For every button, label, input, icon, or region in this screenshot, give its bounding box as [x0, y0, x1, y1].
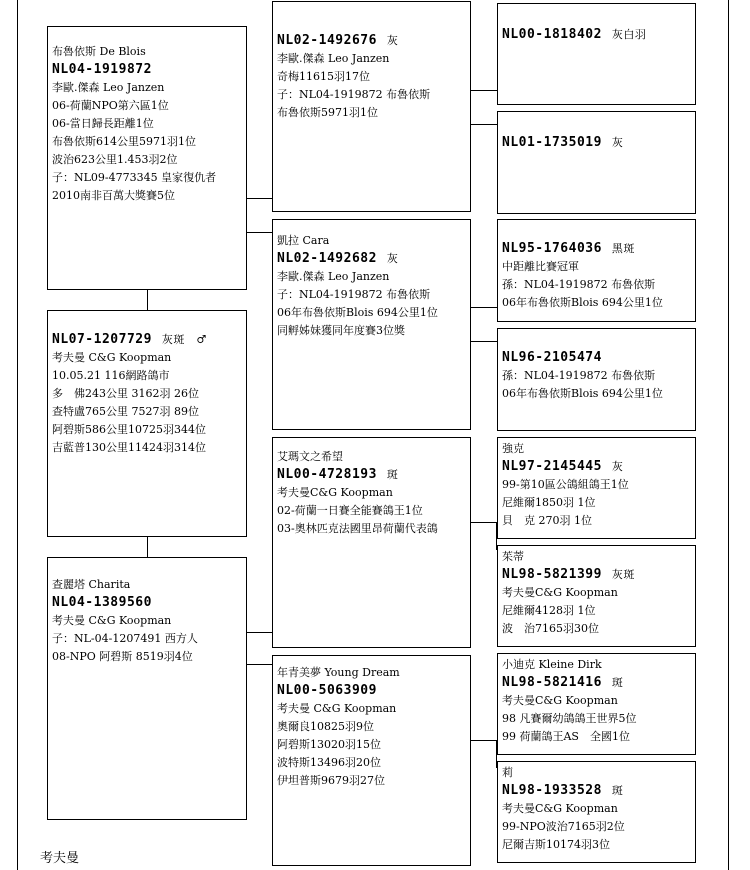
connector: [147, 289, 148, 310]
detail-line: 中距離比賽冠軍: [502, 260, 579, 273]
ring-number: NL98-1933528 斑: [502, 783, 624, 798]
pedigree-box-gg-2: [497, 111, 696, 214]
detail-line: 布魯依斯5971羽1位: [277, 106, 378, 119]
detail-line: 波 治7165羽30位: [502, 622, 599, 635]
ring-number: NL00-1818402 灰白羽: [502, 27, 647, 42]
detail-line: 奇梅11615羽17位: [277, 70, 370, 83]
color-label: 灰白羽: [611, 28, 647, 41]
detail-line: 阿碧斯586公里10725羽344位: [52, 423, 206, 436]
breeder-footer: 考夫曼: [40, 851, 80, 866]
detail-line: 孫：NL04-1919872 布魯依斯: [502, 369, 656, 382]
connector: [246, 632, 272, 633]
detail-line: 李歐.傑森 Leo Janzen: [52, 81, 165, 94]
bird-name: 莉: [502, 766, 513, 779]
detail-line: 李歐.傑森 Leo Janzen: [277, 52, 390, 65]
connector: [470, 522, 497, 523]
ring-number: NL02-1492682 灰: [277, 251, 399, 266]
color-label: 灰: [611, 460, 624, 473]
connector: [470, 90, 497, 91]
bird-name: 凱拉 Cara: [277, 234, 330, 247]
pedigree-box-sire: [47, 26, 247, 290]
ring-number: NL04-1389560: [52, 595, 152, 610]
detail-line: 同孵姊妹獲同年度賽3位獎: [277, 324, 405, 337]
detail-line: 奧爾良10825羽9位: [277, 720, 374, 733]
detail-line: 子：NL04-1919872 布魯依斯: [277, 288, 431, 301]
pedigree-box-gg-4: [497, 328, 696, 431]
ring-number: NL00-5063909: [277, 683, 377, 698]
detail-line: 02-荷蘭一日賽全能賽鴿王1位: [277, 504, 423, 517]
ring-number: NL02-1492676 灰: [277, 33, 399, 48]
pedigree-box-granddam-1: [272, 219, 471, 430]
color-label: 黑斑: [611, 242, 635, 255]
ring-number: NL04-1919872: [52, 62, 152, 77]
bird-name: 布魯依斯 De Blois: [52, 45, 146, 58]
detail-line: 08-NPO 阿碧斯 8519羽4位: [52, 650, 193, 663]
detail-line: 06-當日歸長距離1位: [52, 117, 154, 130]
ring-number: NL96-2105474: [502, 350, 602, 365]
color-label: 灰: [386, 252, 399, 265]
detail-line: 尼維爾1850羽 1位: [502, 496, 596, 509]
detail-line: 子：NL09-4773345 皇家復仇者: [52, 171, 217, 184]
detail-line: 尼維爾4128羽 1位: [502, 604, 596, 617]
detail-line: 尼爾吉斯10174羽3位: [502, 838, 610, 851]
detail-line: 考夫曼 C&G Koopman: [52, 351, 172, 364]
color-label: 斑: [611, 676, 624, 689]
color-label: 灰: [611, 136, 624, 149]
connector: [246, 664, 272, 665]
bird-name: 小迪克 Kleine Dirk: [502, 658, 602, 671]
ring-number: NL07-1207729 灰斑 ♂: [52, 332, 207, 347]
connector: [470, 124, 497, 125]
color-label: 斑: [386, 468, 399, 481]
bird-name: 艾瑪文之希望: [277, 450, 343, 463]
pedigree-box-gg-1: [497, 3, 696, 105]
detail-line: 多 佛243公里 3162羽 26位: [52, 387, 199, 400]
detail-line: 03-奧林匹克法國里昂荷蘭代表鴿: [277, 522, 438, 535]
pedigree-box-grandsire-2: [272, 437, 471, 648]
detail-line: 2010南非百萬大獎賽5位: [52, 189, 175, 202]
bird-name: 茱蒂: [502, 550, 524, 563]
connector: [470, 307, 497, 308]
detail-line: 99-NPO波治7165羽2位: [502, 820, 625, 833]
ring-number: NL00-4728193 斑: [277, 467, 399, 482]
connector: [147, 536, 148, 557]
color-label: 灰斑: [611, 568, 635, 581]
detail-line: 波特斯13496羽20位: [277, 756, 381, 769]
detail-line: 10.05.21 116網路鴿市: [52, 369, 170, 382]
detail-line: 布魯依斯614公里5971羽1位: [52, 135, 196, 148]
connector: [470, 341, 497, 342]
pedigree-box-gg-7: [497, 653, 696, 755]
color-label: 灰: [386, 34, 399, 47]
connector: [246, 232, 272, 233]
pedigree-box-gg-8: [497, 761, 696, 863]
pedigree-box-grandsire-1: [272, 1, 471, 212]
detail-line: 考夫曼C&G Koopman: [502, 802, 618, 815]
detail-line: 子：NL04-1919872 布魯依斯: [277, 88, 431, 101]
connector: [246, 198, 272, 199]
detail-line: 06年布魯依斯Blois 694公里1位: [502, 296, 663, 309]
detail-line: 考夫曼C&G Koopman: [502, 586, 618, 599]
detail-line: 06年布魯依斯Blois 694公里1位: [277, 306, 438, 319]
detail-line: 考夫曼 C&G Koopman: [52, 614, 172, 627]
detail-line: 伊坦普斯9679羽27位: [277, 774, 385, 787]
detail-line: 吉藍普130公里11424羽314位: [52, 441, 206, 454]
pedigree-box-dam: [47, 557, 247, 820]
connector: [470, 740, 497, 741]
detail-line: 99 荷蘭鴿王AS 全國1位: [502, 730, 630, 743]
detail-line: 波治623公里1.453羽2位: [52, 153, 178, 166]
left-margin-line: [17, 0, 18, 870]
bird-name: 查麗塔 Charita: [52, 578, 131, 591]
color-label: 灰斑 ♂: [161, 333, 207, 346]
pedigree-box-gg-6: [497, 545, 696, 647]
ring-number: NL97-2145445 灰: [502, 459, 624, 474]
detail-line: 阿碧斯13020羽15位: [277, 738, 381, 751]
detail-line: 貝 克 270羽 1位: [502, 514, 592, 527]
pedigree-box-subject: [47, 310, 247, 537]
bird-name: 年青美夢 Young Dream: [277, 666, 400, 679]
right-margin-line: [728, 0, 729, 870]
detail-line: 98 凡賽爾幼鴿鴿王世界5位: [502, 712, 637, 725]
detail-line: 考夫曼C&G Koopman: [502, 694, 618, 707]
detail-line: 06-荷蘭NPO第六區1位: [52, 99, 169, 112]
bird-name: 強克: [502, 442, 524, 455]
ring-number: NL01-1735019 灰: [502, 135, 624, 150]
pedigree-box-gg-3: [497, 219, 696, 322]
detail-line: 考夫曼C&G Koopman: [277, 486, 393, 499]
detail-line: 查特盧765公里 7527羽 89位: [52, 405, 199, 418]
ring-number: NL95-1764036 黑斑: [502, 241, 635, 256]
detail-line: 06年布魯依斯Blois 694公里1位: [502, 387, 663, 400]
detail-line: 考夫曼 C&G Koopman: [277, 702, 397, 715]
detail-line: 李歐.傑森 Leo Janzen: [277, 270, 390, 283]
pedigree-box-granddam-2: [272, 655, 471, 866]
detail-line: 99-第10區公鴿組鴿王1位: [502, 478, 629, 491]
detail-line: 孫：NL04-1919872 布魯依斯: [502, 278, 656, 291]
ring-number: NL98-5821399 灰斑: [502, 567, 635, 582]
pedigree-box-gg-5: [497, 437, 696, 539]
color-label: 斑: [611, 784, 624, 797]
detail-line: 子：NL-04-1207491 西方人: [52, 632, 198, 645]
ring-number: NL98-5821416 斑: [502, 675, 624, 690]
